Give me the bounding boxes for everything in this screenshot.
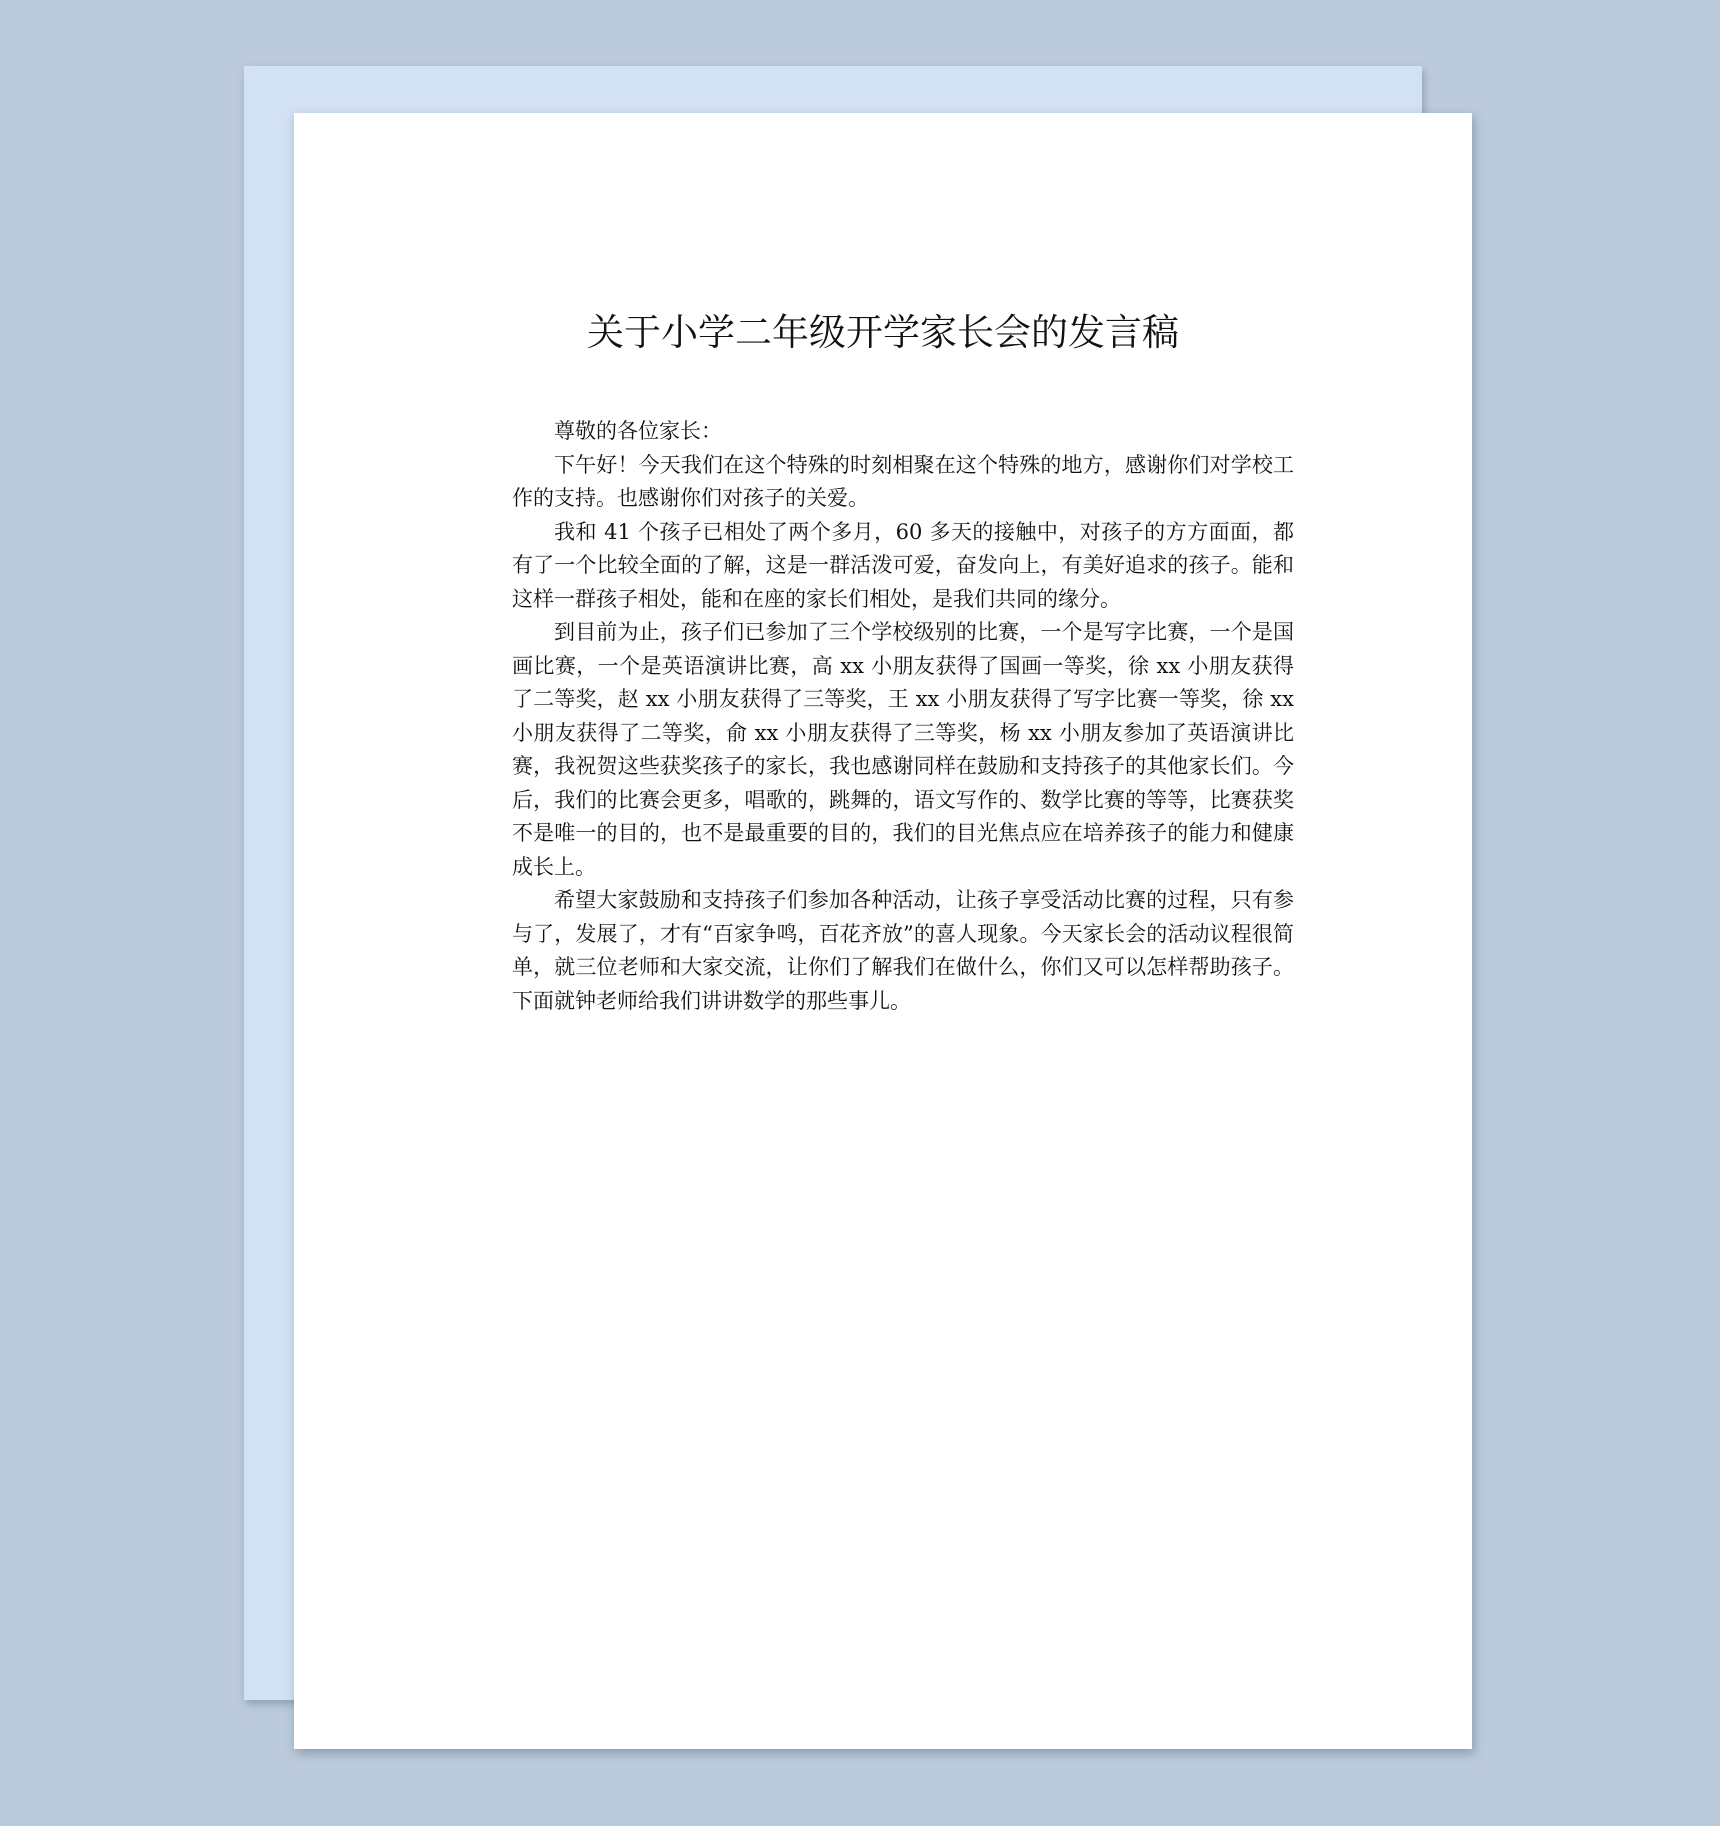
salutation: 尊敬的各位家长： bbox=[554, 419, 722, 443]
paragraph-competitions: 到目前为止，孩子们已参加了三个学校级别的比赛，一个是写字比赛，一个是国画比赛，一个是英语演讲比赛，高 xx 小朋友获得了国画一等奖，徐 xx 小朋友获得了二等奖，赵 xx 小朋友获得了三等奖，王 xx 小朋友获得了写字比赛一等奖，徐 xx 小朋友获得了二等奖，俞 xx 小朋友获得了三等奖，杨 xx 小朋友参加了英语演讲比赛，我祝贺这些获奖孩子的家长，我也感谢同样在鼓励和支持孩子的其他家长们。今后，我们的比赛会更多，唱歌的，跳舞的，语文写作的、数学比赛的等等，比赛获奖不是唯一的目的，也不是最重要的目的，我们的目光焦点应在培养孩子的能力和健康成长上。 bbox=[512, 620, 1294, 879]
paragraph-class-intro: 我和 41 个孩子已相处了两个多月，60 多天的接触中，对孩子的方方面面，都有了一个比较全面的了解，这是一群活泼可爱，奋发向上，有美好追求的孩子。能和这样一群孩子相处，能和在座的家长们相处，是我们共同的缘分。 bbox=[512, 519, 1294, 611]
paragraph-closing: 希望大家鼓励和支持孩子们参加各种活动，让孩子享受活动比赛的过程，只有参与了，发展了，才有“百家争鸣，百花齐放”的喜人现象。今天家长会的活动议程很简单，就三位老师和大家交流，让你们了解我们在做什么，你们又可以怎样帮助孩子。下面就钟老师给我们讲讲数学的那些事儿。 bbox=[512, 888, 1294, 1013]
paragraph-greeting: 下午好！今天我们在这个特殊的时刻相聚在这个特殊的地方，感谢你们对学校工作的支持。也感谢你们对孩子的关爱。 bbox=[512, 452, 1294, 510]
front-paper-sheet bbox=[294, 113, 1472, 1749]
document-title: 关于小学二年级开学家长会的发言稿 bbox=[587, 311, 1179, 354]
document-body bbox=[512, 415, 1294, 1018]
